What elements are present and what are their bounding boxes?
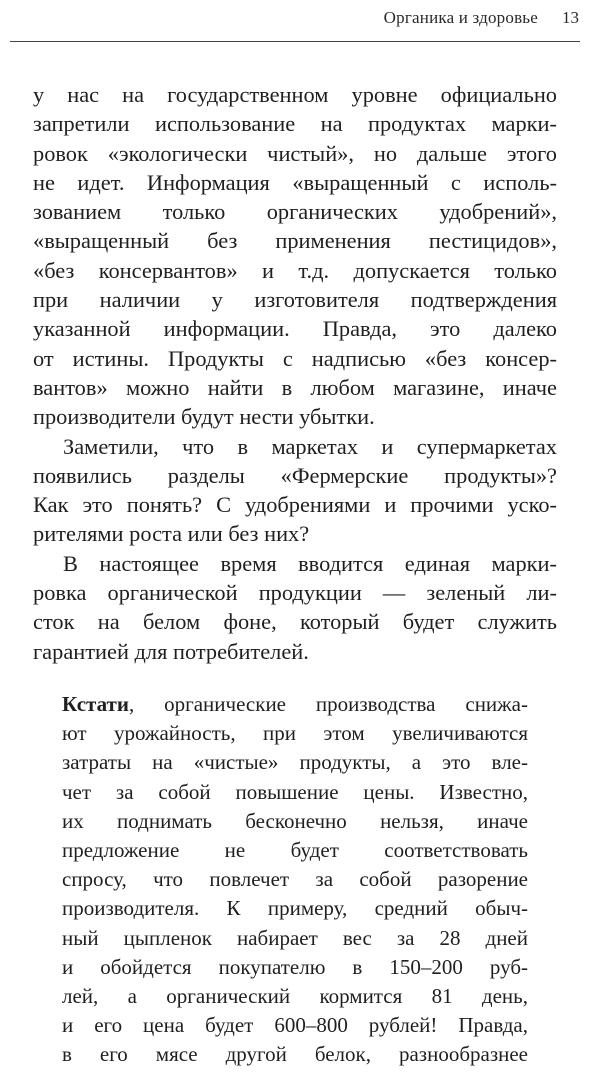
- running-title: Органика и здоровье: [383, 8, 538, 27]
- text-line: ровка органической продукции — зеленый ли-: [33, 580, 557, 606]
- note-line: и его цена будет 600–800 рублей! Правда,: [62, 1013, 528, 1038]
- text-line: появились разделы «Фермерские продукты»?: [33, 462, 557, 488]
- note-line: в его мясе другой белок, разнообразнее: [62, 1042, 528, 1067]
- header-rule: [10, 41, 580, 42]
- text-line: Как это понять? С удобрениями и прочими уско-: [33, 492, 557, 518]
- text-line: «выращенный без применения пестицидов»,: [33, 228, 557, 254]
- note-line: спросу, что повлечет за собой разорение: [62, 867, 528, 892]
- text-line: вантов» можно найти в любом магазине, иначе: [33, 374, 557, 400]
- text-line: при наличии у изготовителя подтверждения: [33, 287, 557, 313]
- note-line: затраты на «чистые» продукты, а это вле-: [62, 750, 528, 775]
- text-line: «без консервантов» и т.д. допускается только: [33, 257, 557, 283]
- note-line: ют урожайность, при этом увеличиваются: [62, 721, 528, 746]
- note-box: [62, 690, 528, 1069]
- text-line: В настоящее время вводится единая марки-: [63, 550, 557, 576]
- note-label: Кстати: [62, 692, 129, 716]
- note-first-line-text: , органические производства снижа-: [128, 692, 528, 716]
- text-line: зованием только органических удобрений»,: [33, 199, 557, 225]
- text-line: у нас на государственном уровне официально: [33, 82, 557, 107]
- text-line: сток на белом фоне, который будет служить: [33, 609, 557, 635]
- text-line: ровок «экологически чистый», но дальше этого: [33, 140, 557, 166]
- page-header: [0, 0, 590, 46]
- note-line: лей, а органический кормится 81 день,: [62, 983, 528, 1008]
- note-line: их поднимать бесконечно нельзя, иначе: [62, 808, 528, 833]
- note-line: чет за собой повышение цены. Известно,: [62, 779, 528, 804]
- note-line: производителя. К примеру, средний обыч-: [62, 896, 528, 921]
- page-number: 13: [562, 8, 579, 27]
- text-line: гарантией для потребителей.: [33, 638, 309, 664]
- text-line: запретили использование на продуктах марки-: [33, 111, 557, 137]
- note-line: предложение не будет соответствовать: [62, 837, 528, 862]
- text-line: от истины. Продукты с надписью «без консер-: [33, 345, 557, 371]
- text-line: не идет. Информация «выращенный с исполь-: [33, 169, 557, 195]
- text-line: рителями роста или без них?: [33, 521, 310, 547]
- note-line: и обойдется покупателю в 150–200 руб-: [62, 954, 528, 979]
- text-line: указанной информации. Правда, это далеко: [33, 316, 557, 342]
- text-line: Заметили, что в маркетах и супермаркетах: [63, 433, 557, 459]
- body-text: [33, 80, 557, 666]
- note-line: ный цыпленок набирает вес за 28 дней: [62, 925, 528, 950]
- note-first-line: [62, 690, 528, 719]
- text-line: производители будут нести убытки.: [33, 404, 375, 430]
